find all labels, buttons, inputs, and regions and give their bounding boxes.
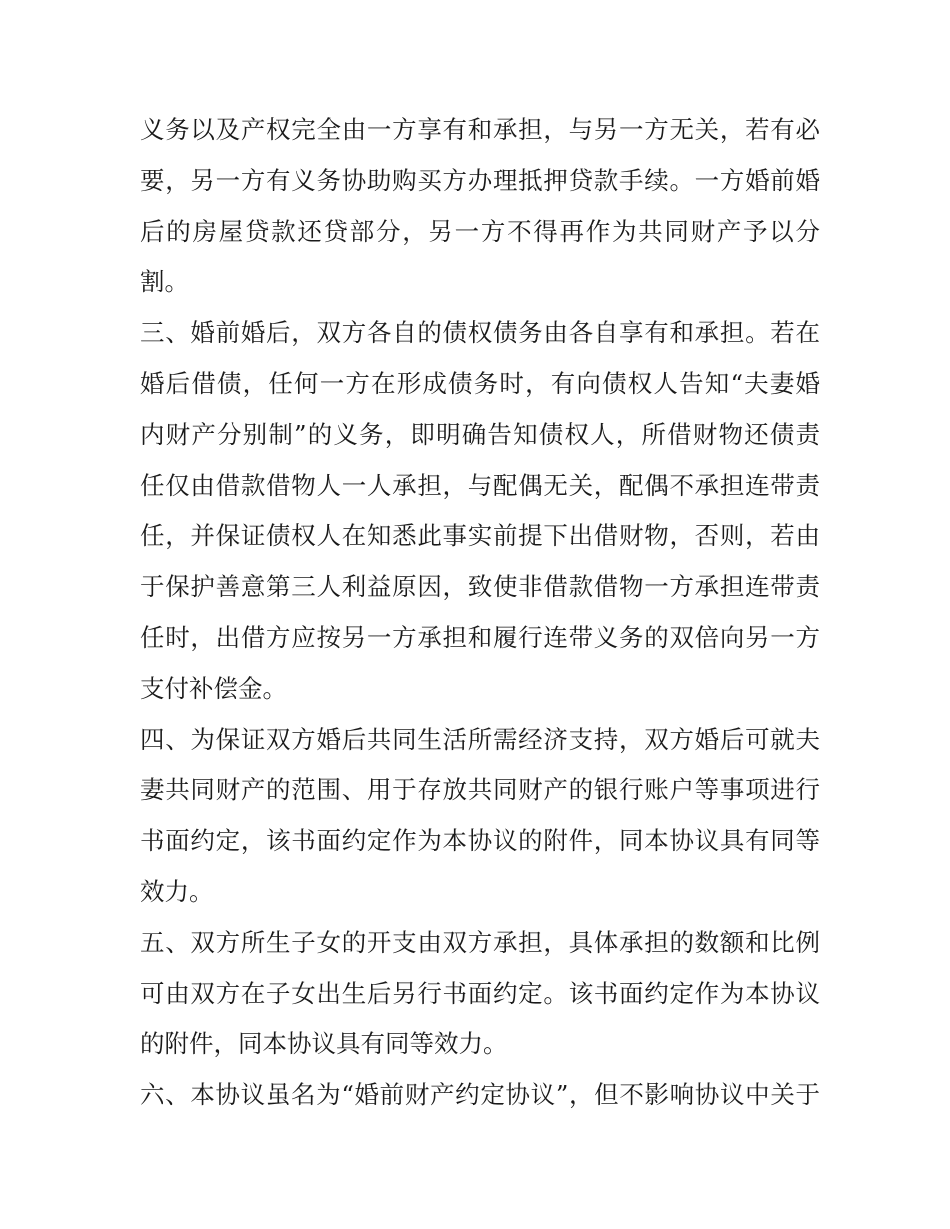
- text-line: 义务以及产权完全由一方享有和承担，与另一方无关，若有必: [140, 115, 820, 144]
- text-line: 内财产分别制”的义务，即明确告知债权人，所借财物还债责: [140, 419, 820, 449]
- text-line: 五、双方所生子女的开支由双方承担，具体承担的数额和比例: [140, 927, 820, 957]
- text-line: 支付补偿金。: [140, 673, 287, 703]
- text-line: 书面约定，该书面约定作为本协议的附件，同本协议具有同等: [140, 826, 820, 856]
- text-line: 妻共同财产的范围、用于存放共同财产的银行账户等事项进行: [140, 775, 820, 805]
- text-line: 要，另一方有义务协助购买方办理抵押贷款手续。一方婚前婚: [140, 165, 820, 195]
- text-line: 任仅由借款借物人一人承担，与配偶无关，配偶不承担连带责: [140, 470, 820, 500]
- text-line: 四、为保证双方婚后共同生活所需经济支持，双方婚后可就夫: [140, 724, 820, 754]
- text-line: 割。: [140, 267, 189, 297]
- text-line: 效力。: [140, 876, 214, 906]
- text-line: 后的房屋贷款还贷部分，另一方不得再作为共同财产予以分: [140, 216, 820, 246]
- text-line: 可由双方在子女出生后另行书面约定。该书面约定作为本协议: [140, 978, 820, 1008]
- text-line: 三、婚前婚后，双方各自的债权债务由各自享有和承担。若在: [140, 318, 820, 348]
- text-line: 任时，出借方应按另一方承担和履行连带义务的双倍向另一方: [140, 622, 820, 652]
- text-line: 任，并保证债权人在知悉此事实前提下出借财物，否则，若由: [140, 521, 820, 551]
- agreement-text: [140, 105, 820, 1121]
- text-line: 的附件，同本协议具有同等效力。: [140, 1029, 508, 1059]
- text-line: 六、本协议虽名为“婚前财产约定协议”，但不影响协议中关于: [140, 1080, 820, 1110]
- text-line: 婚后借债，任何一方在形成债务时，有向债权人告知“夫妻婚: [140, 368, 820, 398]
- text-line: 于保护善意第三人利益原因，致使非借款借物一方承担连带责: [140, 572, 820, 602]
